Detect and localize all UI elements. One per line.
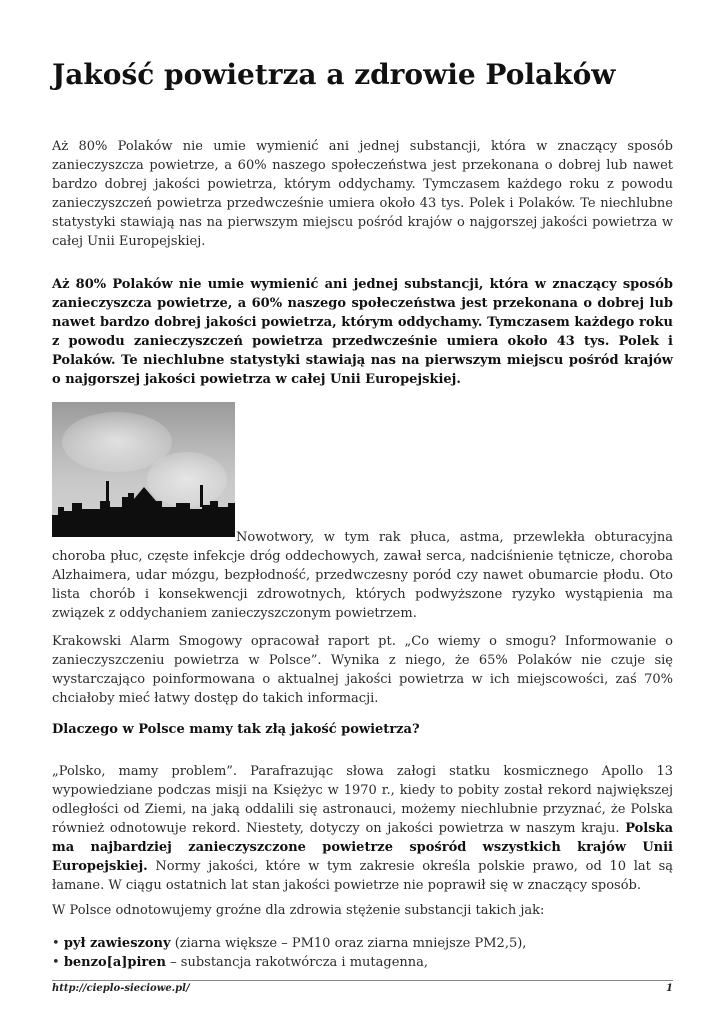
footer-page-number: 1 (666, 983, 673, 994)
footer-url: http://cieplo-sieciowe.pl/ (52, 983, 190, 994)
list-item (52, 953, 673, 972)
apollo-text-bold: Polska ma najbardziej zanieczyszczone powietrze spośród wszystkich krajów Unii Europejskiej. (52, 821, 673, 874)
apollo-paragraph (52, 762, 673, 895)
intro-section (52, 137, 673, 251)
photo-section (52, 402, 673, 623)
krakow-section (52, 632, 673, 708)
list-item-term: benzo[a]piren (63, 955, 167, 970)
page-title: Jakość powietrza a zdrowie Polaków (52, 58, 616, 91)
substances-intro-section (52, 901, 673, 920)
apollo-section (52, 762, 673, 895)
section-heading-text: Dlaczego w Polsce mamy tak złą jakość powietrza? (52, 722, 420, 737)
apollo-text-before: „Polsko, mamy problem”. Parafrazując słowa załogi statku kosmicznego Apollo 13 wypowiedziane podczas misji na Księżyc w 1970 r., kiedy to pobity został rekord największej odległości od Ziemi, na jaką oddalili się astronauci, możemy niechlubnie przyznać, że Polska również odnotowuje rekord. Niestety, dotyczy on jakości powietrza w naszym kraju. (52, 764, 673, 836)
lead-paragraph: Aż 80% Polaków nie umie wymienić ani jednej substancji, która w znaczący sposób zanieczyszcza powietrze, a 60% naszego społeczeństwa jest przekonana o dobrej lub nawet bardzo dobrej jakości powietrza, którym oddychamy. Tymczasem każdego roku z powodu zanieczyszczeń powietrza przedwcześnie umiera około 43 tys. Polek i Polaków. Te niechlubne statystyki stawiają nas na pierwszym miejscu pośród krajów o najgorszej jakości powietrza w całej Unii Europejskiej. (52, 277, 673, 387)
list-item-desc: – substancja rakotwórcza i mutagenna, (166, 955, 429, 970)
list-item (52, 934, 673, 953)
substances-intro-paragraph: W Polsce odnotowujemy groźne dla zdrowia stężenie substancji takich jak: (52, 903, 545, 918)
substances-list (52, 934, 673, 972)
krakow-paragraph: Krakowski Alarm Smogowy opracował raport pt. „Co wiemy o smogu? Informowanie o zanieczyszczeniu powietrza w Polsce”. Wynika z niego, że 65% Polaków nie czuje się wystarczająco poinformowana o aktualnej jakości powietrza w ich miejscowości, zaś 70% chciałoby mieć łatwy dostęp do takich informacji. (52, 634, 673, 706)
footer-divider (52, 980, 673, 981)
apollo-text-after: Normy jakości, które w tym zakresie określa polskie prawo, od 10 lat są łamane. W ciągu ostatnich lat stan jakości powietrze nie poprawił się w znaczący sposób. (52, 859, 673, 893)
photo-paragraph: Nowotwory, w tym rak płuca, astma, przewlekła obturacyjna choroba płuc, częste infekcje dróg oddechowych, zawał serca, nadciśnienie tętnicze, choroba Alzhaimera, udar mózgu, bezpłodność, przedwczesny poród czy nawet obumarcie płodu. Oto lista chorób i konsekwencji zdrowotnych, których podwyższone ryzyko wystąpienia ma związek z oddychaniem zanieczyszczonym powietrzem. (52, 530, 673, 621)
bullet: • (52, 955, 60, 970)
skyline-silhouette (52, 477, 235, 537)
list-item-desc: (ziarna większe – PM10 oraz ziarna mniejsze PM2,5), (170, 936, 527, 951)
smog-photo (52, 402, 235, 537)
intro-paragraph: Aż 80% Polaków nie umie wymienić ani jednej substancji, która w znaczący sposób zanieczyszcza powietrze, a 60% naszego społeczeństwa jest przekonana o dobrej lub nawet bardzo dobrej jakości powietrza, którym oddychamy. Tymczasem każdego roku z powodu zanieczyszczeń powietrza przedwcześnie umiera około 43 tys. Polek i Polaków. Te niechlubne statystyki stawiają nas na pierwszym miejscu pośród krajów o najgorszej jakości powietrza w całej Unii Europejskiej. (52, 139, 673, 249)
list-item-term: pył zawieszony (63, 936, 171, 951)
bullet: • (52, 936, 60, 951)
lead-section (52, 275, 673, 389)
section-heading (52, 720, 673, 739)
